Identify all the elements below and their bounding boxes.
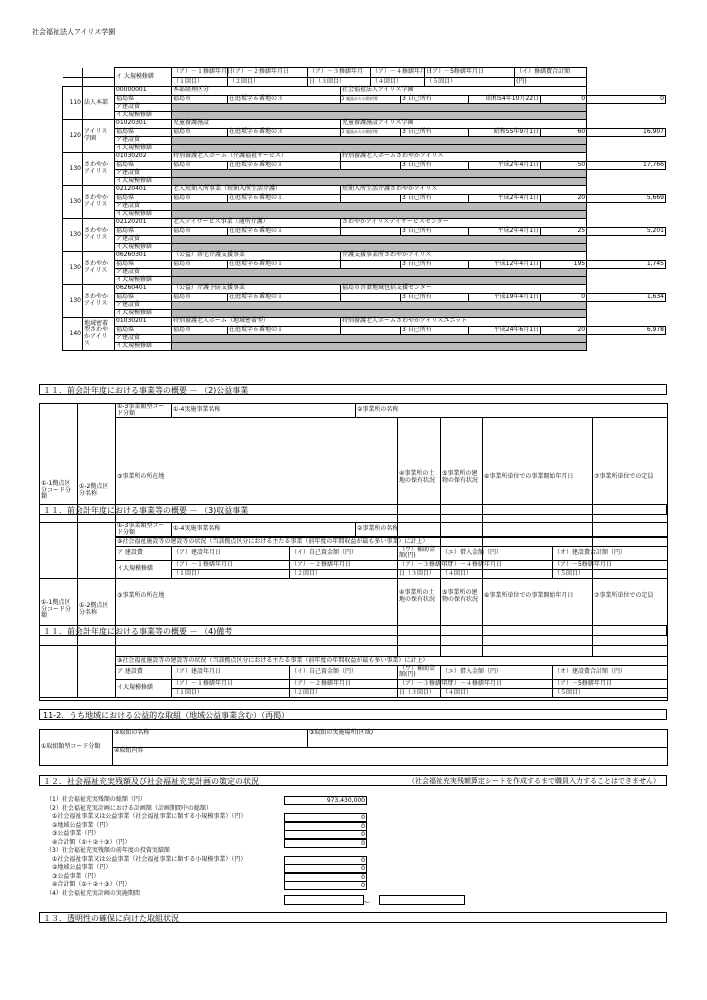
facility-addr: 在庭坂字６番地の３ bbox=[228, 128, 341, 137]
facility-name: 法人本部 bbox=[83, 87, 115, 120]
facility-type: （公益）居宅介護支援事業 bbox=[172, 252, 341, 261]
surplus-value[interactable]: 0 bbox=[284, 856, 367, 865]
facility-full-name: 児童養護施設アイリス学園 bbox=[341, 120, 587, 129]
facility-addr: 在庭坂字６番地の１ bbox=[228, 161, 341, 170]
facility-ownership: 3 自己所有 bbox=[401, 293, 469, 302]
facility-code: 06260401 bbox=[115, 285, 172, 294]
facility-name: さわやかアイリス bbox=[83, 252, 115, 285]
facility-city: 福島市 bbox=[172, 194, 228, 203]
facility-no: 130 bbox=[63, 285, 83, 318]
facility-type: 老人デイサービス事業（通所介護） bbox=[172, 219, 341, 228]
facility-own-label bbox=[341, 326, 401, 335]
facility-type: 児童養護施設 bbox=[172, 120, 341, 129]
surplus-row bbox=[46, 847, 376, 856]
surplus-label: （4）社会福祉充実計画の実施期間 bbox=[46, 889, 140, 897]
facility-name: アイリス学園 bbox=[83, 120, 115, 153]
row-label-a: ア建設費 bbox=[115, 170, 172, 178]
facility-full-name: さわやかアイリスデイサービスセンター bbox=[341, 219, 587, 228]
facility-own-label bbox=[341, 161, 401, 170]
row-label-a: ア建設費 bbox=[115, 203, 172, 211]
section-12-title: １２．社会福祉充実残額及び社会福祉充実計画の策定の状況 （社会福祉充実残額算定シートを作成するまで職員入力することはできません） bbox=[39, 775, 667, 786]
surplus-row bbox=[46, 873, 376, 882]
surplus-label: ①社会福祉事業又は公益事業（社会福祉事業に類する小規模事業）（円） bbox=[52, 855, 247, 863]
facility-type: 老人短期入所事業（短期入所生活介護） bbox=[172, 186, 341, 195]
facility-pref: 福島県 bbox=[115, 128, 172, 137]
surplus-label: ①社会福祉事業又は公益事業（社会福祉事業に類する小規模事業）（円） bbox=[52, 813, 247, 820]
surplus-value[interactable]: 0 bbox=[284, 864, 367, 873]
facility-pref: 福島県 bbox=[115, 161, 172, 170]
facility-code: 02120401 bbox=[115, 186, 172, 195]
facility-pref: 福島県 bbox=[115, 227, 172, 236]
facility-pref: 福島県 bbox=[115, 260, 172, 269]
surplus-label: ④合計額（①＋②＋③）（円） bbox=[52, 881, 131, 888]
facility-capacity: 25 bbox=[541, 227, 587, 236]
surplus-row bbox=[46, 813, 376, 822]
surplus-row bbox=[46, 864, 376, 873]
facility-no: 140 bbox=[63, 318, 83, 351]
facility-code: 01030201 bbox=[115, 318, 172, 327]
facility-amount: 17,766 bbox=[587, 161, 666, 170]
row-label-i: イ大規模修繕 bbox=[115, 178, 172, 186]
surplus-row bbox=[46, 881, 376, 890]
facility-own-label: 2 施設からの借用等 bbox=[341, 95, 401, 104]
facility-full-name: 社会福祉法人アイリス学園 bbox=[341, 87, 587, 96]
facility-code: 01020301 bbox=[115, 120, 172, 129]
facility-own-label bbox=[341, 227, 401, 236]
facility-ownership: 3 自己所有 bbox=[401, 260, 469, 269]
surplus-row bbox=[46, 822, 376, 831]
facility-amount: 1,745 bbox=[587, 260, 666, 269]
surplus-label: ②地域公益事業（円） bbox=[52, 864, 112, 871]
facility-name: さわやかアイリス bbox=[83, 285, 115, 318]
facility-addr: 在庭坂字６番地の１ bbox=[228, 194, 341, 203]
row-label-a: ア建設費 bbox=[115, 269, 172, 277]
facility-start-date: 平成24年6月1日 bbox=[469, 326, 541, 335]
surplus-value[interactable]: 0 bbox=[284, 830, 367, 839]
facility-type: 特別養護老人ホーム（介護福祉サービス） bbox=[172, 153, 341, 162]
surplus-label: （2）社会福祉充実計画における計画額（計画期間中の総額） bbox=[46, 804, 212, 812]
facility-capacity: 20 bbox=[541, 326, 587, 335]
facility-city: 福島市 bbox=[172, 128, 228, 137]
facility-pref: 福島県 bbox=[115, 326, 172, 335]
facility-name: さわやかアイリス bbox=[83, 186, 115, 219]
facility-capacity: 195 bbox=[541, 260, 587, 269]
row-label-i: イ大規模修繕 bbox=[115, 112, 172, 120]
surplus-row bbox=[46, 830, 376, 839]
facility-no: 120 bbox=[63, 120, 83, 153]
facility-capacity: 20 bbox=[541, 194, 587, 203]
facility-ownership: 3 自己所有 bbox=[401, 128, 469, 137]
facility-ownership: 3 自己所有 bbox=[401, 326, 469, 335]
facility-ownership: 3 自己所有 bbox=[401, 161, 469, 170]
surplus-label: ③公益事業（円） bbox=[52, 830, 100, 837]
surplus-value[interactable]: 0 bbox=[284, 813, 367, 822]
facility-addr: 在庭坂字６番地の１ bbox=[228, 293, 341, 302]
public-biz-table: ①-1拠点区分コード分類 ①-2拠点区分名称 ①-3事業類型コード分類 ①-4実施事業名称 ②事業所の名称 ③事業所の所在地 ④事業所の土地の保有状況 ⑤事業所の建物の保有状況 ⑥事業所単位での事業開始年月日 ⑦事業所単位での定員 ⑨社会福祉施設等の建設等の状況（当該拠点区分における主たる事業（前年度の年間収益が最も多い事業）に計上） ア 建設費 （ア）建設年月日 （イ）自己資金額（円） （ウ）補助金額(円) （エ）借入金額（円） （オ）建設費合計額（円） イ大規模修繕 （ア）－１修繕年月日 （ア）－２修繕年月日 （ア）－３修繕年月 （ア）－４修繕年月日 （ア）－5修繕年月日 （１回目） （２回目） 日（３回目） （４回目） （５回目） bbox=[39, 403, 668, 579]
facility-table: イ 大規模修繕 （ア）－１修繕年月日 （ア）－２修繕年月日 （ア）－３修繕年月 （ア）－４修繕年月日 （ア）－5修繕年月日 （イ）修繕費合計額 （１回目） （２回目） 日（３回目） （４回目） （５回目） (円) 110 法人本部 00000001 本部経理区分 社会福祉法人アイリス学園 福島県 福島市 在庭坂字６番地の３ 2 施設からの借用等 3 自己所有 昭和54年10月22日 0 0 ア建設費 イ大規模修繕 120 アイリス学園 01020301 児童養護施設 児童養護施設アイリス学園 福島県 福島市 在庭坂字６番地の３ 2 施設からの借用等 3 自己所有 昭和55年9月1日 60 16,907 ア建設費 イ大規模修繕 130 さわやかアイリス 01030202 特別養護老人ホーム（介護福祉サービス） 特別養護老人ホームさわやかアイリス 福島県 福島市 在庭坂字６番地の１ 3 自己所有 平成2年4月1日 50 17,766 ア建設費 イ大規模修繕 130 さわやかアイリス 02120401 老人短期入所事業（短期入所生活介護） 短期入所生活介護さわやかアイリス 福島県 福島市 在庭坂字６番地の１ 3 自己所有 平成2年4月1日 20 5,669 ア建設費 イ大規模修繕 130 さわやかアイリス 02120201 老人デイサービス事業（通所介護） さわやかアイリスデイサービスセンター 福島県 福島市 在庭坂字６番地の１ 3 自己所有 平成2年4月1日 25 5,201 ア建設費 イ大規模修繕 130 さわやかアイリス 06260301 （公益）居宅介護支援事業 介護支援事業所さわやかアイリス 福島県 福島市 在庭坂字６番地の１ 3 自己所有 平成12年4月1日 195 1,745 ア建設費 イ大規模修繕 130 さわやかアイリス 06260401 （公益）介護予防支援事業 福島市吾妻地域包括支援センター 福島県 福島市 在庭坂字６番地の１ 3 自己所有 平成19年4月1日 0 1,634 ア建設費 イ大規模修繕 140 地域密着型さわやかアイリス 01030201 特別養護老人ホーム（地域密着型） 特別養護老人ホームさわやかアイリスユニット 福島県 福島市 在庭坂字６番地の１ 3 自己所有 平成24年6月1日 20 6,978 ア建設費 イ大規模修繕 bbox=[62, 67, 666, 351]
facility-no: 130 bbox=[63, 186, 83, 219]
facility-capacity: 50 bbox=[541, 161, 587, 170]
facility-own-label bbox=[341, 293, 401, 302]
facility-code: 00000001 bbox=[115, 87, 172, 96]
surplus-label: ④合計額（①＋②＋③）（円） bbox=[52, 838, 131, 846]
section-11-2-title: １１．前会計年度における事業等の概要 － （2)公益事業 bbox=[39, 384, 667, 395]
regional-table: ①取組類型コード分類 ②取組の名称 ③取組の実施場所(区域) ④取組内容 bbox=[39, 729, 668, 766]
period-end-field[interactable] bbox=[379, 895, 465, 905]
row-label-i: イ大規模修繕 bbox=[115, 343, 172, 351]
facility-type: （公益）介護予防支援事業 bbox=[172, 285, 341, 294]
facility-city: 福島市 bbox=[172, 293, 228, 302]
surplus-label: （3）社会福祉充実残額の前年度の投資実績額 bbox=[46, 847, 170, 854]
facility-addr: 在庭坂字６番地の１ bbox=[228, 326, 341, 335]
facility-own-label bbox=[341, 194, 401, 203]
facility-start-date: 平成12年4月1日 bbox=[469, 260, 541, 269]
facility-start-date: 平成2年4月1日 bbox=[469, 194, 541, 203]
surplus-value[interactable]: 0 bbox=[284, 881, 367, 890]
facility-start-date: 昭和55年9月1日 bbox=[469, 128, 541, 137]
facility-own-label: 2 施設からの借用等 bbox=[341, 128, 401, 137]
facility-addr: 在庭坂字６番地の３ bbox=[228, 95, 341, 104]
facility-full-name: 介護支援事業所さわやかアイリス bbox=[341, 252, 587, 261]
surplus-label: ③公益事業（円） bbox=[52, 872, 100, 880]
facility-type: 特別養護老人ホーム（地域密着型） bbox=[172, 318, 341, 327]
facility-name: さわやかアイリス bbox=[83, 153, 115, 186]
facility-addr: 在庭坂字６番地の１ bbox=[228, 227, 341, 236]
facility-full-name: 特別養護老人ホームさわやかアイリス bbox=[341, 153, 587, 162]
header-i: イ 大規模修繕 bbox=[115, 68, 172, 87]
row-label-a: ア建設費 bbox=[115, 302, 172, 310]
row-label-a: ア建設費 bbox=[115, 104, 172, 112]
surplus-label: ②地域公益事業（円） bbox=[52, 821, 112, 829]
surplus-value[interactable]: 0 bbox=[284, 873, 367, 882]
facility-no: 110 bbox=[63, 87, 83, 120]
row-label-i: イ大規模修繕 bbox=[115, 310, 172, 318]
facility-name: 地域密着型さわやかアイリス bbox=[83, 318, 115, 351]
facility-own-label bbox=[341, 260, 401, 269]
facility-pref: 福島県 bbox=[115, 95, 172, 104]
section-11-2r-title: 11-2．うち地域における公益的な取組（地域公益事業含む）（再掲） bbox=[39, 709, 667, 720]
facility-start-date: 平成19年4月1日 bbox=[469, 293, 541, 302]
facility-full-name: 福島市吾妻地域包括支援センター bbox=[341, 285, 587, 294]
section-11-3-title: １１．前会計年度における事業等の概要 － （3)収益事業 bbox=[39, 504, 667, 515]
facility-amount: 5,201 bbox=[587, 227, 666, 236]
facility-ownership: 3 自己所有 bbox=[401, 95, 469, 104]
facility-capacity: 60 bbox=[541, 128, 587, 137]
row-label-a: ア建設費 bbox=[115, 137, 172, 145]
facility-start-date: 平成2年4月1日 bbox=[469, 227, 541, 236]
facility-code: 02120201 bbox=[115, 219, 172, 228]
facility-amount: 16,907 bbox=[587, 128, 666, 137]
row-label-a: ア建設費 bbox=[115, 335, 172, 343]
facility-pref: 福島県 bbox=[115, 293, 172, 302]
facility-type: 本部経理区分 bbox=[172, 87, 341, 96]
facility-start-date: 昭和54年10月22日 bbox=[469, 95, 541, 104]
facility-pref: 福島県 bbox=[115, 194, 172, 203]
facility-city: 福島市 bbox=[172, 161, 228, 170]
facility-city: 福島市 bbox=[172, 227, 228, 236]
surplus-row bbox=[46, 856, 376, 865]
row-label-i: イ大規模修繕 bbox=[115, 244, 172, 252]
surplus-list bbox=[46, 796, 376, 898]
facility-code: 06260301 bbox=[115, 252, 172, 261]
period-start-field[interactable] bbox=[284, 895, 364, 905]
section-13-title: １３．透明性の確保に向けた取組状況 bbox=[39, 912, 667, 923]
row-label-a: ア建設費 bbox=[115, 236, 172, 244]
surplus-value[interactable]: 0 bbox=[284, 822, 367, 831]
facility-ownership: 3 自己所有 bbox=[401, 194, 469, 203]
facility-no: 130 bbox=[63, 153, 83, 186]
facility-amount: 0 bbox=[587, 95, 666, 104]
facility-ownership: 3 自己所有 bbox=[401, 227, 469, 236]
revenue-biz-table: ①-1拠点区分コード分類 ①-2拠点区分名称 ①-3事業類型コード分類 ①-4実施事業名称 ②事業所の名称 ③事業所の所在地 ④事業所の土地の保有状況 ⑤事業所の建物の保有状況 ⑥事業所単位での事業開始年月日 ⑦事業所単位での定員 ⑨社会福祉施設等の建設等の状況（当該拠点区分における主たる事業（前年度の年間収益が最も多い事業）に計上） ア 建設費 （ア）建設年月日 （イ）自己資金額（円） （ウ）補助金額(円) （エ）借入金額（円） （オ）建設費合計額（円） イ大規模修繕 （ア）－１修繕年月日 （ア）－２修繕年月日 （ア）－３修繕年月 （ア）－４修繕年月日 （ア）－5修繕年月日 （１回目） （２回目） 日（３回目） （４回目） （５回目） bbox=[39, 522, 668, 698]
facility-no: 130 bbox=[63, 252, 83, 285]
facility-amount: 6,978 bbox=[587, 326, 666, 335]
facility-amount: 5,669 bbox=[587, 194, 666, 203]
period-tilde: ～ bbox=[362, 898, 370, 907]
facility-start-date: 平成2年4月1日 bbox=[469, 161, 541, 170]
row-label-i: イ大規模修繕 bbox=[115, 211, 172, 219]
facility-full-name: 短期入所生活介護さわやかアイリス bbox=[341, 186, 587, 195]
facility-capacity: 0 bbox=[541, 293, 587, 302]
surplus-value[interactable]: 0 bbox=[284, 839, 367, 848]
facility-no: 130 bbox=[63, 219, 83, 252]
facility-city: 福島市 bbox=[172, 326, 228, 335]
surplus-value[interactable]: 973,430,000 bbox=[284, 796, 367, 805]
facility-full-name: 特別養護老人ホームさわやかアイリスユニット bbox=[341, 318, 587, 327]
facility-code: 01030202 bbox=[115, 153, 172, 162]
facility-amount: 1,634 bbox=[587, 293, 666, 302]
facility-city: 福島市 bbox=[172, 95, 228, 104]
surplus-row bbox=[46, 805, 376, 814]
section-11-4-title: １１．前会計年度における事業等の概要 － （4)備考 bbox=[39, 625, 667, 636]
surplus-row bbox=[46, 796, 376, 805]
facility-addr: 在庭坂字６番地の１ bbox=[228, 260, 341, 269]
surplus-row bbox=[46, 839, 376, 848]
row-label-i: イ大規模修繕 bbox=[115, 277, 172, 285]
row-label-i: イ大規模修繕 bbox=[115, 145, 172, 153]
facility-name: さわやかアイリス bbox=[83, 219, 115, 252]
org-header: 社会福祉法人アイリス学園 bbox=[32, 28, 116, 36]
facility-capacity: 0 bbox=[541, 95, 587, 104]
surplus-label: （1）社会福祉充実残額の総額（円） bbox=[46, 796, 146, 803]
facility-city: 福島市 bbox=[172, 260, 228, 269]
remarks-box[interactable] bbox=[39, 645, 668, 701]
